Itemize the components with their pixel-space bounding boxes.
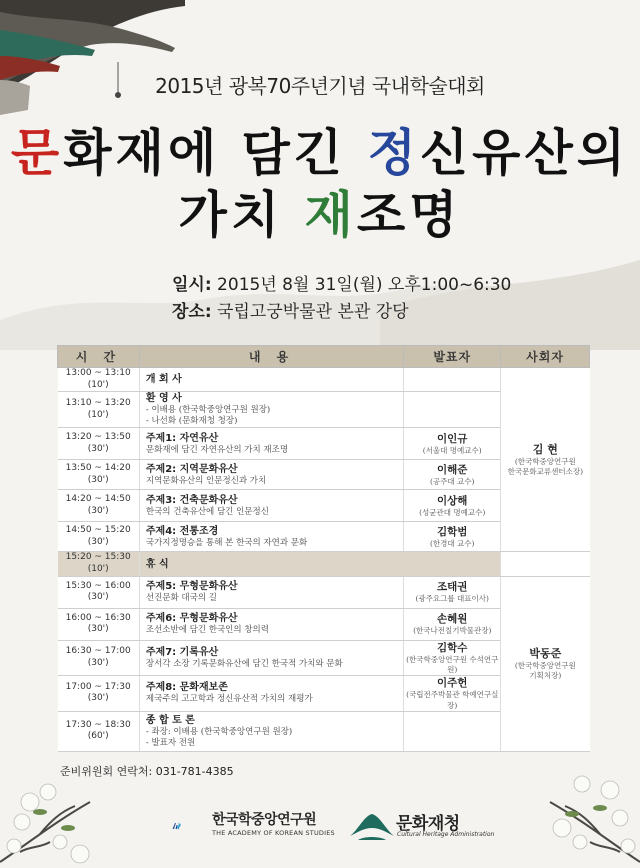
presenter-cell (404, 428, 501, 460)
duration: (30') (87, 536, 109, 547)
content-cell (139, 490, 403, 522)
presenter-affiliation: (한국나전칠기박물관장) (413, 626, 492, 636)
content-cell (139, 368, 403, 392)
session-title: 주제5: 무형문화유산 (145, 581, 238, 593)
presenter-affiliation: (국립전주박물관 학예연구실장) (406, 690, 499, 710)
session-title: 주제7: 기록유산 (145, 647, 219, 659)
moderator-name: 김 현 (532, 442, 558, 456)
time-cell (58, 392, 140, 428)
time-range: 16:00 ~ 16:30 (65, 612, 131, 623)
presenter-cell (404, 576, 501, 608)
presenter-cell (404, 392, 501, 428)
time-cell (58, 490, 140, 522)
content-cell (139, 711, 403, 751)
presenter-affiliation: (성균관대 명예교수) (419, 507, 486, 517)
schedule-table (57, 345, 590, 752)
content-cell (139, 428, 403, 460)
time-cell (58, 368, 140, 392)
presenter-cell (404, 711, 501, 751)
duration: (10') (87, 379, 109, 390)
col-header-content: 내 용 (139, 346, 403, 368)
title-char: 재 (304, 185, 357, 244)
blossom-illustration-left (0, 762, 130, 868)
time-range: 13:10 ~ 13:20 (65, 398, 131, 409)
duration: (10') (87, 564, 109, 575)
duration: (30') (87, 505, 109, 516)
event-date (172, 270, 511, 295)
session-desc: - 좌장: 이배용 (한국학중앙연구원 원장) - 발표자 전원 (145, 726, 293, 748)
presenter-name: 김학범 (437, 525, 468, 538)
session-desc: - 이배용 (한국학중앙연구원 원장) - 나선화 (문화재청 청장) (145, 405, 271, 427)
session-desc: 문화재에 담긴 자연유산의 가치 재조명 (145, 444, 289, 455)
presenter-cell (404, 608, 501, 640)
presenter-cell (404, 490, 501, 522)
session-desc: 장서각 소장 기록문화유산에 담긴 한국적 가치와 문화 (145, 659, 343, 670)
event-title-line2 (0, 185, 640, 244)
moderator-name: 박동준 (529, 646, 562, 660)
time-cell (58, 676, 140, 711)
duration: (10') (87, 409, 109, 420)
presenter-name: 김학수 (437, 641, 468, 654)
event-subtitle: 2015년 광복70주년기념 국내학술대회 (155, 74, 485, 98)
presenter-name: 이인규 (437, 432, 468, 445)
session-desc: 선진문화 대국의 길 (145, 593, 217, 604)
presenter-name: 조태권 (437, 581, 468, 594)
duration: (30') (87, 624, 109, 635)
presenter-name: 이주헌 (437, 677, 468, 690)
time-range: 17:30 ~ 18:30 (65, 719, 131, 730)
time-range: 14:50 ~ 15:20 (65, 525, 131, 536)
time-range: 17:00 ~ 17:30 (65, 681, 131, 692)
content-cell (139, 640, 403, 675)
place-label: 장소: (172, 302, 212, 322)
presenter-affiliation: (광주요그룹 대표이사) (415, 594, 489, 604)
moderator-cell (501, 368, 590, 552)
presenter-name: 손혜원 (437, 613, 468, 626)
time-cell (58, 428, 140, 460)
time-range: 15:20 ~ 15:30 (65, 552, 131, 563)
cha-logo-icon (348, 808, 396, 844)
presenter-name: 이상해 (437, 494, 468, 507)
time-range: 16:30 ~ 17:00 (65, 646, 131, 657)
time-range: 13:50 ~ 14:20 (65, 463, 131, 474)
date-label: 일시: (172, 275, 212, 295)
session-title: 휴 식 (145, 558, 169, 570)
col-header-moderator: 사회자 (501, 346, 590, 368)
session-title: 개 회 사 (145, 374, 182, 386)
presenter-affiliation: (서울대 명예교수) (422, 445, 482, 455)
moderator-affiliation: (한국학중앙연구원 (514, 660, 576, 670)
time-range: 13:20 ~ 13:50 (65, 432, 131, 443)
presenter-affiliation: (한경대 교수) (430, 538, 475, 548)
session-title: 주제3: 건축문화유산 (145, 494, 238, 506)
session-title: 환 영 사 (145, 393, 182, 405)
table-row (58, 576, 590, 608)
presenter-name: 이해준 (437, 463, 468, 476)
duration: (30') (87, 474, 109, 485)
table-header-row (58, 346, 590, 368)
presenter-cell (404, 640, 501, 675)
session-desc: 지역문화유산의 인문정신과 가치 (145, 475, 267, 486)
title-text: 조명 (356, 185, 462, 244)
content-cell (139, 576, 403, 608)
content-cell (139, 460, 403, 490)
contact-info: 준비위원회 연락처: 031-781-4385 (60, 765, 234, 778)
presenter-affiliation: (한국학중앙연구원 수석연구원) (406, 655, 499, 675)
time-range: 15:30 ~ 16:00 (65, 580, 131, 591)
time-range: 13:00 ~ 13:10 (65, 368, 131, 378)
aks-english-name: THE ACADEMY OF KOREAN STUDIES (212, 829, 335, 837)
session-desc: 조선소반에 담긴 한국인의 창의력 (145, 625, 269, 636)
time-cell (58, 711, 140, 751)
session-title: 종 합 토 론 (145, 714, 195, 726)
title-text: 화재에 담긴 (63, 123, 368, 182)
presenter-affiliation: (공주대 교수) (430, 476, 475, 486)
duration: (30') (87, 693, 109, 704)
title-char: 문 (10, 123, 64, 182)
moderator-cell-empty (501, 552, 590, 576)
cha-english-name: Cultural Heritage Administration (397, 831, 495, 838)
content-cell (139, 676, 403, 711)
col-header-time: 시 간 (58, 346, 140, 368)
session-title: 주제6: 무형문화유산 (145, 613, 238, 625)
content-cell (139, 522, 403, 552)
time-cell (58, 460, 140, 490)
table-row-break (58, 552, 590, 576)
time-cell (58, 608, 140, 640)
date-value: 2015년 8월 31일(월) 오후1:00~6:30 (211, 275, 512, 295)
time-cell (58, 552, 140, 576)
event-place (172, 297, 409, 322)
title-text: 신유산의 (419, 123, 630, 182)
presenter-cell (404, 460, 501, 490)
time-range: 14:20 ~ 14:50 (65, 494, 131, 505)
moderator-affiliation: 한국문화교류센터소장) (507, 467, 584, 477)
presenter-cell (404, 676, 501, 711)
table-row (58, 368, 590, 392)
duration: (30') (87, 658, 109, 669)
session-desc: 국가지정명승을 통해 본 한국의 자연과 문화 (145, 537, 308, 548)
content-cell (139, 552, 500, 576)
event-title-line1 (0, 123, 640, 182)
presenter-cell (404, 368, 501, 392)
moderator-cell (501, 576, 590, 751)
session-title: 주제1: 자연유산 (145, 432, 219, 444)
blossom-illustration-right (510, 762, 640, 868)
cha-name: 문화재청 (396, 814, 460, 834)
aks-name: 한국학중앙연구원 (212, 812, 317, 828)
session-title: 주제4: 전통조경 (145, 525, 219, 537)
content-cell (139, 392, 403, 428)
session-desc: 제국주의 고고학과 정신유산적 가치의 재평가 (145, 694, 313, 705)
title-text: 가치 (178, 185, 305, 244)
time-cell (58, 576, 140, 608)
moderator-affiliation: (한국학중앙연구원 (514, 456, 576, 466)
time-cell (58, 640, 140, 675)
session-title: 주제8: 문화재보존 (145, 682, 228, 694)
time-cell (58, 522, 140, 552)
duration: (30') (87, 592, 109, 603)
place-value: 국립고궁박물관 본관 강당 (211, 302, 409, 322)
title-char: 정 (367, 123, 420, 182)
content-cell (139, 608, 403, 640)
presenter-cell (404, 522, 501, 552)
session-desc: 한국의 건축유산에 담긴 인문정신 (145, 506, 269, 517)
duration: (60') (87, 731, 109, 742)
col-header-presenter: 발표자 (404, 346, 501, 368)
session-title: 주제2: 지역문화유산 (145, 463, 238, 475)
aks-logo-icon (172, 808, 212, 844)
moderator-affiliation: 기획처장) (529, 671, 562, 681)
duration: (30') (87, 443, 109, 454)
